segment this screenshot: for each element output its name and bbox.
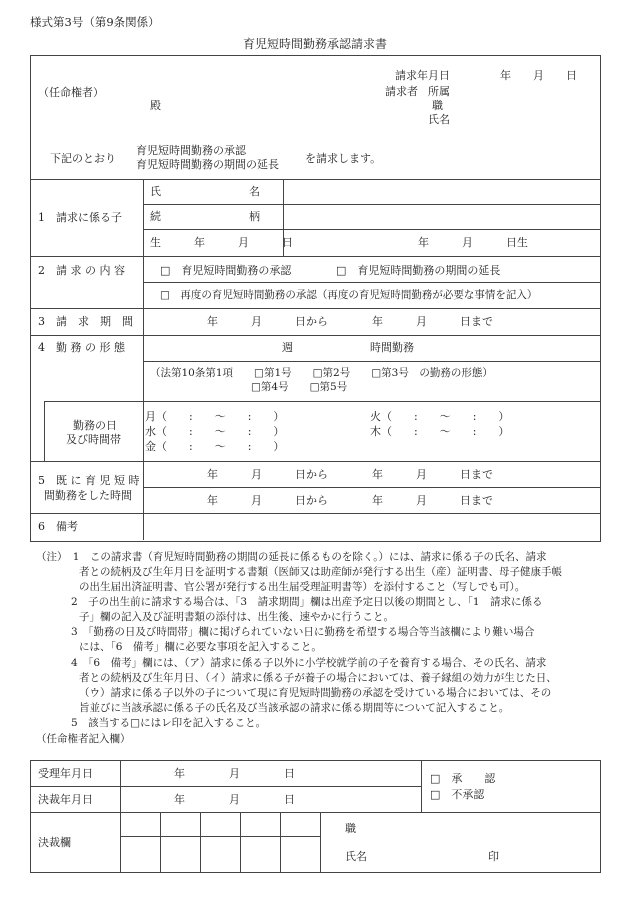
dono-label: 殿 xyxy=(150,99,161,112)
content-option-reapproval: □ 再度の育児短時間勤務の承認（再度の育児短時間勤務が必要な事情を記入） xyxy=(160,289,538,301)
column-divider xyxy=(280,812,281,873)
weekly-hours: 週 時間勤務 xyxy=(282,341,414,354)
divider xyxy=(143,361,601,362)
form-id: 様式第3号（第9条関係） xyxy=(30,15,160,29)
note-2-line-1: 2 子の出生前に請求する場合は、「3 請求期間」欄は出産予定日以後の期間とし、「1 請求に係る xyxy=(71,596,543,608)
content-row-label: 2 請 求 の 内 容 xyxy=(38,264,125,277)
note-4-line-3: （ウ）請求に係る子以外の子について現に育児短時間勤務の承認を受けている場合においては、その xyxy=(79,687,552,699)
column-divider xyxy=(200,812,201,873)
previous-row-label-2: 間勤務をした時間 xyxy=(44,489,132,502)
divider xyxy=(30,812,601,813)
approve-checkbox[interactable]: □ 承 認 xyxy=(430,772,496,785)
divider xyxy=(30,786,421,787)
work-days-label-2: 及び時間帯 xyxy=(66,433,121,446)
period-row-label: 3 請 求 期 間 xyxy=(38,315,133,328)
child-name-label: 氏 名 xyxy=(150,185,260,198)
position-label: 職 xyxy=(432,99,443,112)
divider xyxy=(143,229,601,230)
period-value: 年 月 日から 年 月 日まで xyxy=(207,315,493,328)
divider xyxy=(143,282,601,283)
work-form-row-label: 4 勤 務 の 形 態 xyxy=(38,341,125,354)
child-row-label: 1 請求に係る子 xyxy=(38,211,122,224)
note-4-line-2: 者との続柄及び生年月日、（イ）請求に係る子が養子の場合においては、養子縁組の効力が生じた日、 xyxy=(79,672,557,684)
child-relation-label: 続 柄 xyxy=(150,210,260,223)
received-date-label: 受理年月日 xyxy=(38,767,93,780)
column-divider xyxy=(320,812,321,873)
note-4-line-1: 4 「6 備考」欄には、（ア）請求に係る子以外に小学校就学前の子を養育する場合、その氏名、請求 xyxy=(71,657,547,669)
child-birth-label: 生 年 月 日 xyxy=(150,236,293,249)
decided-date-label: 決裁年月日 xyxy=(38,793,93,806)
note-1-line-2: 者との続柄及び生年月日を証明する書類（医師又は助産師が発行する出生（産）証明書、母子健康手帳 xyxy=(79,566,562,578)
column-divider xyxy=(160,812,161,873)
divider xyxy=(120,836,320,837)
intro-text: 下記のとおり xyxy=(50,152,116,165)
column-divider xyxy=(240,812,241,873)
thursday-hours: 木（ : 〜 : ） xyxy=(370,425,510,438)
divider xyxy=(143,487,601,488)
law-clause-line2: □第4号 □第5号 xyxy=(251,381,348,393)
decided-date-value: 年 月 日 xyxy=(174,793,295,806)
name-label: 氏名 xyxy=(428,113,450,126)
divider xyxy=(143,204,601,205)
approver-name-label: 氏名 xyxy=(345,850,367,863)
column-divider xyxy=(120,760,121,873)
appointer-table xyxy=(30,760,601,873)
affiliation-label: 所属 xyxy=(428,85,450,98)
note-3-line-1: 3 「勤務の日及び時間帯」欄に掲げられていない日に勤務を希望する場合等当該欄により難い場合 xyxy=(71,626,535,638)
column-divider xyxy=(143,179,144,540)
column-divider xyxy=(44,401,45,461)
note-5: 5 該当する□にはレ印を記入すること。 xyxy=(71,717,267,729)
form-title: 育児短時間勤務承認請求書 xyxy=(242,37,387,51)
request-date-value: 年 月 日 xyxy=(500,69,577,82)
divider xyxy=(30,335,601,336)
content-option-extension: □ 育児短時間勤務の期間の延長 xyxy=(336,264,501,277)
monday-hours: 月（ : 〜 : ） xyxy=(145,410,285,423)
approver-position-label: 職 xyxy=(345,822,356,835)
requester-label: 請求者 xyxy=(385,85,418,98)
note-4-line-4: 旨並びに当該承認に係る子の氏名及び当該承認の請求に係る期間等について記入すること。 xyxy=(79,702,510,714)
option-approval: 育児短時間勤務の承認 xyxy=(136,144,246,157)
seal-label: 印 xyxy=(488,850,499,863)
work-days-label-1: 勤務の日 xyxy=(73,419,117,432)
decision-field-label: 決裁欄 xyxy=(38,836,71,849)
appointer-section-label: （任命権者記入欄） xyxy=(36,733,131,745)
divider xyxy=(30,461,601,462)
divider xyxy=(30,513,601,514)
law-clause-line1: （法第10条第1項 □第1号 □第2号 □第3号 の勤務の形態） xyxy=(150,367,493,379)
wednesday-hours: 水（ : 〜 : ） xyxy=(145,425,285,438)
tuesday-hours: 火（ : 〜 : ） xyxy=(370,410,510,423)
divider xyxy=(44,401,601,402)
divider xyxy=(30,308,601,309)
appointer-label: （任命権者） xyxy=(38,86,104,99)
disapprove-checkbox[interactable]: □ 不承認 xyxy=(430,788,485,801)
divider xyxy=(30,256,601,257)
friday-hours: 金（ : 〜 : ） xyxy=(145,440,285,453)
child-birth-value: 年 月 日生 xyxy=(418,236,528,249)
previous-row-label-1: 5 既 に 育 児 短 時 xyxy=(38,474,140,487)
previous-value-1: 年 月 日から 年 月 日まで xyxy=(207,468,493,481)
request-suffix: を請求します。 xyxy=(305,152,382,165)
note-1-line-1: （注） 1 この請求書（育児短時間勤務の期間の延長に係るものを除く。）には、請求に係る子の氏名、請求 xyxy=(36,551,547,563)
note-2-line-2: 子」欄の記入及び証明書類の添付は、出生後、速やかに行うこと。 xyxy=(79,611,394,623)
content-option-approval: □ 育児短時間勤務の承認 xyxy=(160,264,292,277)
note-1-line-3: の出生届出済証明書、官公署が発行する出生届受理証明書等）を添付すること（写しでも可）。 xyxy=(79,581,526,593)
request-date-label: 請求年月日 xyxy=(395,69,450,82)
remarks-row-label: 6 備考 xyxy=(38,520,78,533)
divider xyxy=(30,179,601,180)
received-date-value: 年 月 日 xyxy=(174,767,295,780)
column-divider xyxy=(421,760,422,812)
option-extension: 育児短時間勤務の期間の延長 xyxy=(136,158,279,171)
previous-value-2: 年 月 日から 年 月 日まで xyxy=(207,494,493,507)
note-3-line-2: には、「6 備考」欄に必要な事項を記入すること。 xyxy=(79,641,322,653)
